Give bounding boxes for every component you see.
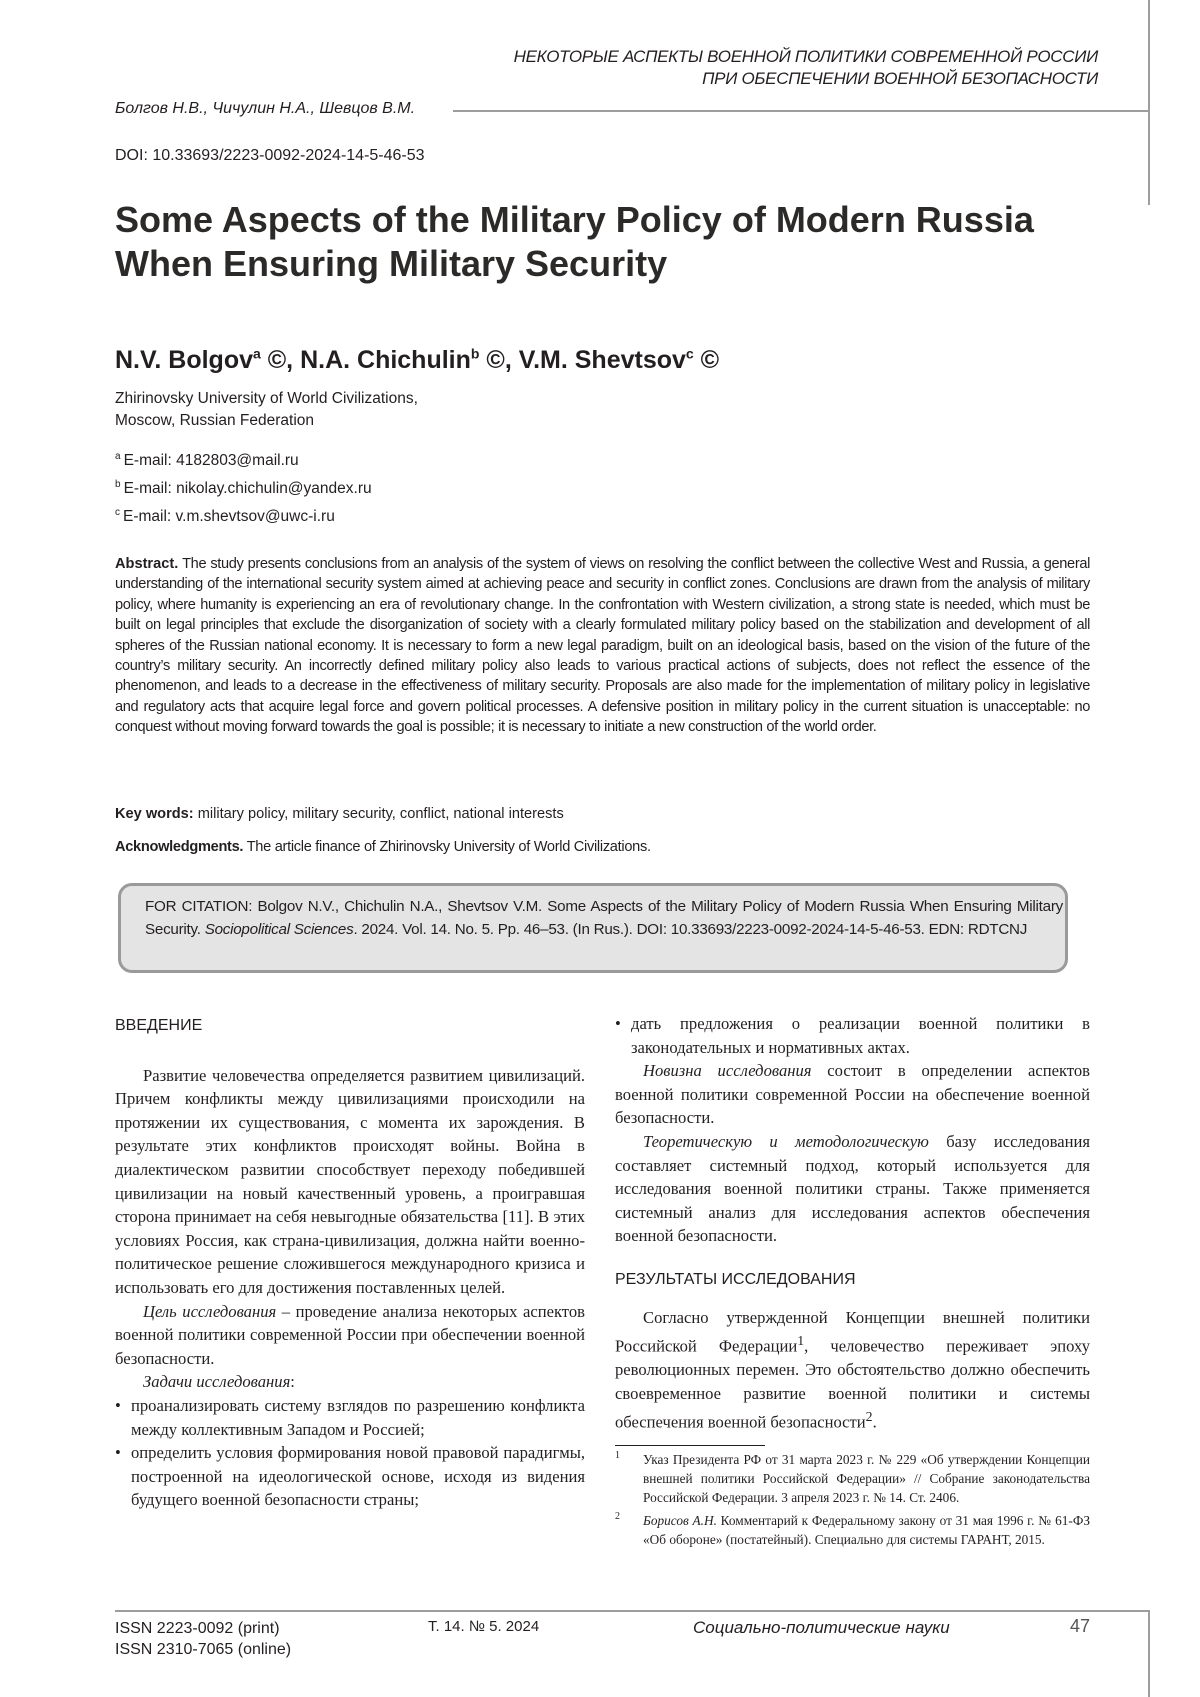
- acknowledgments-label: Acknowledgments.: [115, 839, 244, 855]
- bullet-icon: •: [115, 1443, 121, 1463]
- author[interactable]: [300, 346, 519, 374]
- paragraph-text: – проведение анализа некоторых аспектов военной политики современной России при обеспечении военной безопасности.: [115, 1301, 585, 1368]
- journal-name: Социально-политические науки: [693, 1618, 950, 1637]
- orcid-icon[interactable]: ©,: [479, 346, 519, 375]
- footnote: [615, 1450, 1090, 1507]
- email[interactable]: [115, 474, 372, 502]
- emails: [115, 446, 372, 530]
- acknowledgments-text: The article finance of Zhirinovsky University of World Civilizations.: [243, 839, 651, 855]
- italic-term: Задачи исследования: [143, 1372, 291, 1392]
- email-sup: c: [115, 507, 120, 518]
- bullet-text: дать предложения о реализации военной политики в законодательных и нормативных актах.: [631, 1014, 1090, 1057]
- right-column: [615, 1014, 1090, 1549]
- issn: [115, 1618, 291, 1660]
- email[interactable]: [115, 446, 372, 474]
- italic-term: Новизна исследования: [643, 1061, 812, 1081]
- keywords: [115, 806, 564, 822]
- footnote-number: 2: [615, 1510, 620, 1522]
- paragraph: [115, 1300, 585, 1371]
- footnote-text: Указ Президента РФ от 31 марта 2023 г. № 229 «Об утверждении Концепции внешней политики Российской Федерации» // Собрание законодательства Российской Федерации. 3 апреля 2023 г. № 14. Ст. 2406.: [643, 1451, 1090, 1505]
- email-sup: b: [115, 479, 121, 490]
- citation-journal: Sociopolitical Sciences: [204, 920, 354, 938]
- author-line: [115, 346, 719, 375]
- bullet-item: [615, 1012, 1090, 1059]
- keywords-text: military policy, military security, conflict, national interests: [193, 806, 564, 822]
- bullet-icon: •: [115, 1395, 121, 1415]
- article-title: Some Aspects of the Military Policy of Modern Russia When Ensuring Military Security: [115, 199, 1034, 284]
- running-authors: Болгов Н.В., Чичулин Н.А., Шевцов В.М.: [115, 100, 416, 117]
- footnote-ref[interactable]: 1: [797, 1333, 805, 1349]
- author-sup: a: [253, 346, 261, 362]
- running-title-line: ПРИ ОБЕСПЕЧЕНИИ ВОЕННОЙ БЕЗОПАСНОСТИ: [702, 69, 1098, 88]
- bullet-item: [115, 1441, 585, 1512]
- issn-print: ISSN 2223-0092 (print): [115, 1620, 280, 1637]
- section-heading: РЕЗУЛЬТАТЫ ИССЛЕДОВАНИЯ: [615, 1270, 856, 1288]
- affiliation: [115, 388, 418, 432]
- email-text[interactable]: E-mail: 4182803@mail.ru: [123, 452, 299, 470]
- paragraph: [615, 1306, 1090, 1435]
- author-sup: c: [685, 346, 694, 362]
- doi: DOI: 10.33693/2223-0092-2024-14-5-46-53: [115, 147, 425, 164]
- orcid-icon[interactable]: ©,: [260, 346, 301, 375]
- abstract: [115, 554, 1090, 738]
- footnote-number: 1: [615, 1449, 620, 1461]
- footer-vertical-rule: [1148, 1610, 1150, 1697]
- email-text[interactable]: E-mail: v.m.shevtsov@uwc-i.ru: [123, 508, 335, 526]
- bullet-item: [115, 1394, 585, 1441]
- abstract-text: The study presents conclusions from an analysis of the system of views on resolving the conflict between the collective West and Russia, a general understanding of the international security system aimed at achieving peace and security in conflict zones. Conclusions are drawn from the analysis of military policy, where humanity is experiencing an era of revolutionary change. In the confrontation with Western civilization, a strong state is needed, which must be built on legal principles that exclude the disorganization of society with a clearly formulated military policy based on the stabilization and development of all spheres of the Russian national economy. It is necessary to form a new legal paradigm, built on an ideological basis, based on the vision of the future of the country’s military security. An incorrectly defined military policy also leads to various practical actions of subjects, does not reflect the essence of the phenomenon, and leads to a decrease in the effectiveness of military security. Proposals are also made for the implementation of military policy in legislative and regulatory acts that acquire legal force and govern political processes. A defensive position in military policy in the current situation is unacceptable: no conquest without moving forward towards the goal is possible; it is necessary to initiate a new construction of the world order.: [115, 556, 1090, 736]
- footnote-ref[interactable]: 2: [865, 1409, 873, 1425]
- citation-text: FOR CITATION: Bolgov N.V., Chichulin N.A., Shevtsov V.M. Some Aspects of the Military Policy of Modern Russia When Ensuring Military Security.: [145, 898, 1063, 938]
- issn-online: ISSN 2310-7065 (online): [115, 1641, 292, 1658]
- footnote-rule: [615, 1445, 765, 1446]
- orcid-icon[interactable]: ©: [693, 346, 720, 375]
- left-column: [115, 1014, 585, 1512]
- paragraph-text: состоит в определении аспектов военной политики современной России на обеспечение военной безопасности.: [615, 1061, 1090, 1128]
- keywords-label: Key words:: [115, 806, 194, 822]
- author-name: N.A. Chichulin: [300, 346, 471, 375]
- paragraph-text: .: [872, 1412, 877, 1432]
- running-title-line: НЕКОТОРЫЕ АСПЕКТЫ ВОЕННОЙ ПОЛИТИКИ СОВРЕМЕННОЙ РОССИИ: [513, 47, 1098, 66]
- bullet-icon: •: [615, 1014, 621, 1033]
- paragraph: [615, 1059, 1090, 1130]
- paragraph: [615, 1130, 1090, 1248]
- footnote: [615, 1511, 1090, 1549]
- citation-box: [118, 883, 1068, 973]
- italic-term: Цель исследования: [143, 1301, 277, 1321]
- abstract-label: Abstract.: [115, 556, 179, 572]
- affiliation-line: Zhirinovsky University of World Civilizations,: [115, 390, 418, 407]
- author[interactable]: [519, 346, 719, 374]
- email[interactable]: [115, 502, 372, 530]
- author-sup: b: [470, 346, 480, 362]
- footer-rule: [115, 1610, 1150, 1612]
- author-name: N.V. Bolgov: [115, 346, 253, 375]
- paragraph-text: , человечество переживает эпоху революционных перемен. Это обстоятельство должно обеспечить своевременное развитие военной политики и системы обеспечения военной безопасности: [615, 1336, 1090, 1432]
- paragraph-text: Согласно утвержденной Концепции внешней политики Российской Федерации: [615, 1307, 1090, 1356]
- email-text[interactable]: E-mail: nikolay.chichulin@yandex.ru: [123, 480, 372, 498]
- volume-info: Т. 14. № 5. 2024: [428, 1618, 540, 1635]
- bullet-text: проанализировать систему взглядов по разрешению конфликта между коллективным Западом и Россией;: [131, 1395, 585, 1439]
- header-horizontal-rule: [453, 110, 1150, 112]
- page-number: 47: [1070, 1616, 1091, 1636]
- paragraph: [115, 1370, 585, 1394]
- paragraph-text: :: [290, 1372, 295, 1392]
- header-vertical-rule: [1148, 0, 1150, 205]
- author-name: V.M. Shevtsov: [518, 346, 686, 375]
- acknowledgments: [115, 839, 651, 855]
- footnote-text: Комментарий к Федеральному закону от 31 мая 1996 г. № 61-ФЗ «Об обороне» (постатейный). Специально для системы ГАРАНТ, 2015.: [643, 1512, 1090, 1547]
- section-heading: ВВЕДЕНИЕ: [115, 1017, 203, 1034]
- bullet-text: определить условия формирования новой правовой парадигмы, построенной на идеологической основе, исходя из видения будущего военной безопасности страны;: [131, 1443, 585, 1510]
- citation-text: . 2024. Vol. 14. No. 5. Pp. 46–53. (In Rus.). DOI: 10.33693/2223-0092-2024-14-5-46-53. EDN: RDTCNJ: [353, 920, 1028, 938]
- running-title: [514, 46, 1098, 90]
- paragraph: Развитие человечества определяется развитием цивилизаций. Причем конфликты между цивилизациями происходили на протяжении их существования, с момента их зарождения. В результате этих конфликтов происходят войны. Война в диалектическом развитии способствует переходу победившей цивилизации на новый качественный уровень, а проигравшая сторона принимает на себя невыгодные обязательства [11]. В этих условиях Россия, как страна-цивилизация, должна найти военно-политическое решение сложившегося международного кризиса и использовать его для достижения поставленных целей.: [115, 1065, 585, 1297]
- author[interactable]: [115, 346, 300, 374]
- italic-term: Теоретическую и методологическую: [643, 1131, 929, 1151]
- footnote-author: Борисов А.Н.: [643, 1512, 717, 1528]
- affiliation-line: Moscow, Russian Federation: [115, 412, 315, 429]
- paragraph-text: базу исследования составляет системный подход, который используется для исследования военной политики страны. Также применяется системный анализ для исследования аспектов обеспечения военной безопасности.: [615, 1131, 1090, 1246]
- email-sup: a: [115, 451, 121, 462]
